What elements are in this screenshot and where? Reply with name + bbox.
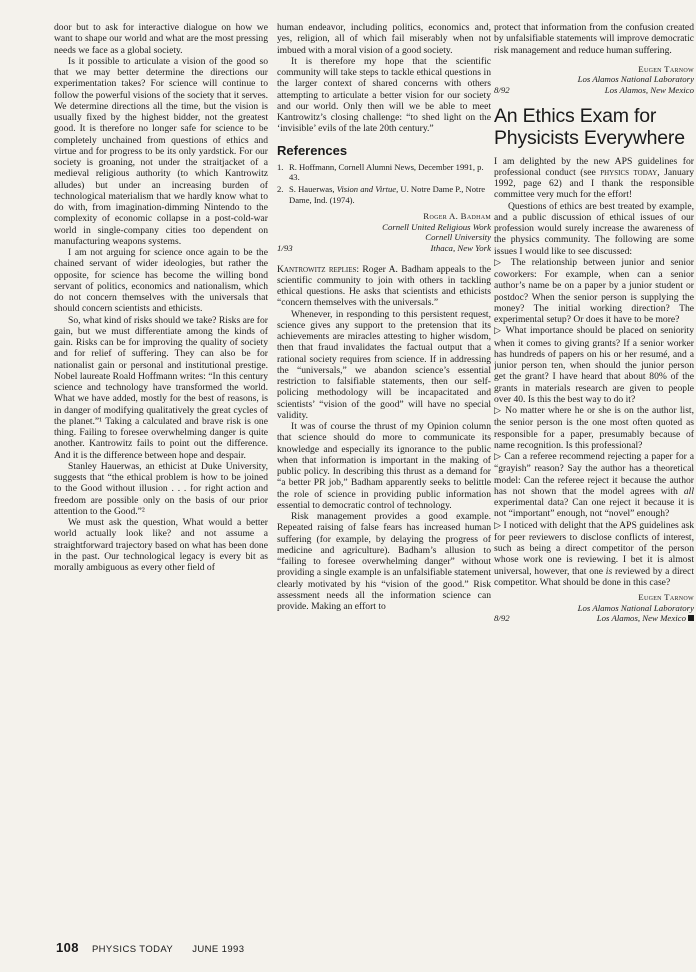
triangle-bullet-icon: ▷ <box>494 520 502 531</box>
issue-date: JUNE 1993 <box>192 944 245 955</box>
list-item: ▷ I noticed with delight that the APS guidelines ask for peer reviewers to disclose conflicts of interest, such as being a direct competitor of the person whose work one is reviewing. I bet it is almost universal, however, that one is reviewed by a direct competitor. What should be done in this case? <box>494 519 694 588</box>
paragraph: Risk management provides a good example. Repeated raising of false fears has increased human suffering (for example, by delaying the progress of medicine and agriculture). Badham’s allusion to “failing to foresee overwhelming danger” without providing a single example is an unfalsifiable statement clearly motivated by his “vision of the good.” Risk assessment needs all the information science can provide. Making an effort to <box>277 511 491 612</box>
author-location: Los Alamos, New Mexico <box>604 84 694 95</box>
author-name: Eugen Tarnow <box>638 592 694 603</box>
author-affiliation: Los Alamos National Laboratory <box>577 602 694 613</box>
column-3 <box>494 22 694 920</box>
triangle-bullet-icon: ▷ <box>494 406 502 417</box>
author-location: Ithaca, New York <box>430 242 491 253</box>
page-footer <box>56 940 244 955</box>
letter-date: 8/92 <box>494 84 510 95</box>
paragraph: Whenever, in responding to this persistent request, science gives any support to the pretension that its achievements are miracles attesting to higher wisdom, then that fraud invalidates the factual output that a rational society requires from science. If in addressing the “universals,” we abandon science’s essential restriction to falsifiable statements, then our self-policing methodology will be incapacitated and scientists’ “vision of the good” will have no special validity. <box>277 308 491 421</box>
paragraph: I am not arguing for science once again to be the chained servant of wider ideologies, but rather the opposite, for science has become the willing bond servant of politics, economics and nationalism, which do not concern themselves with the universals that should concern scientists and ethicists. <box>54 247 268 315</box>
author-location: Los Alamos, New Mexico <box>597 613 694 624</box>
triangle-bullet-icon: ▷ <box>494 257 505 268</box>
paragraph: Kantrowitz replies: Roger A. Badham appeals to the scientific community to join with others in tackling ethical questions. He asks that scientists and ethicists “concern themselves with the universals.” <box>277 263 491 309</box>
paragraph: door but to ask for interactive dialogue on how we want to shape our world and what are the most pressing needs we face as a global society. <box>54 22 268 56</box>
magazine-name: PHYSICS TODAY <box>91 944 174 955</box>
column-2 <box>277 22 491 920</box>
signature-date-row <box>494 613 694 624</box>
list-item: ▷ No matter where he or she is on the author list, the senior person is the one most often quoted as responsible for a paper, presumably because of name recognition. Is this professional? <box>494 405 694 451</box>
list-item: ▷ The relationship between junior and senior coworkers: For example, when can a senior author’s name be on a paper by a junior student or postdoc? When the senior person is supplying the money? The initial working direction? The experimental setup? Or does it have to be more? <box>494 256 694 326</box>
paragraph: Is it possible to articulate a vision of the good so that we may better determine the directions our experimentation takes? For science will continue to follow the powerful visions of the society that it serves. We determine directions all the time, but the vision is usually fixed by the highest bidder, not the greatest good. It is therefore no longer safe for science to be completely unchained from questions of ethics and virtue and for progress to be its only yardstick. For our society is groaning, not under the straitjacket of a medieval religious authority (to which Kantrowitz alludes) but under an increasing burden of technological materialism that we hardly know what to do with, from imagination-dimming Nintendo to the complexity of economic collapse in a post-cold-war world in single-company cities too dependent on manufacturing weapons systems. <box>54 55 268 247</box>
page-number: 108 <box>56 940 79 955</box>
author-name: Eugen Tarnow <box>638 63 694 74</box>
paragraph: Questions of ethics are best treated by example, and a public discussion of ethical issues of our profession would surely increase the awareness of the physics community. The following are some issues I would like to see discussed: <box>494 200 694 257</box>
paragraph: I am delighted by the new APS guidelines for professional conduct (see physics today, January 1992, page 62) and I thank the responsible committee very much for the effort! <box>494 155 694 201</box>
letter-date: 1/93 <box>277 242 293 253</box>
reference-number: 1. <box>277 161 284 172</box>
list-item: ▷ Can a referee recommend rejecting a paper for a “grayish” reason? Say the author has a theoretical model: Can the referee reject it because the author has not shown that the model agrees with all experimental data? Can one reject it because it is not “important” enough, not “novel” enough? <box>494 451 694 520</box>
triangle-bullet-icon: ▷ <box>494 326 503 337</box>
signature-date-row <box>494 85 694 96</box>
paragraph: It is therefore my hope that the scientific community will take steps to tackle ethical questions in the larger context of shared concerns with others attempting to articulate a better vision for our society and our world. Only then will we be able to meet Kantrowitz’s closing challenge: “to shed light on the ‘invisible’ evils of the late 20th century.” <box>277 55 491 135</box>
author-affiliation: Cornell United Religious Work <box>382 221 491 232</box>
list-item: ▷ What importance should be placed on seniority when it comes to giving grants? If a senior worker has hundreds of papers on his or her resumé, and a junior person ten, when should the junior person get the grant? I have heard that about 80% of the grants in materials research are given to people over 40. Is this the best way to do it? <box>494 325 694 405</box>
author-affiliation: Los Alamos National Laboratory <box>577 74 694 85</box>
references-heading: References <box>277 142 348 158</box>
triangle-bullet-icon: ▷ <box>494 452 502 463</box>
paragraph: Stanley Hauerwas, an ethicist at Duke University, suggests that “the ethical problem is how to be joined to the Good without illusion . . . for right action and freedom are possible only on the basis of our prior attention to the Good.”² <box>54 460 268 517</box>
paragraph: protect that information from the confusion created by unfalsifiable statements will improve democratic risk management and reduce human suffering. <box>494 22 694 56</box>
reference-number: 2. <box>277 184 284 195</box>
signature-block <box>277 211 491 243</box>
letter-headline: An Ethics Exam for Physicists Everywhere <box>494 104 685 149</box>
letter-date: 8/92 <box>494 613 510 624</box>
reference-item <box>277 184 491 205</box>
reference-item <box>277 162 491 183</box>
paragraph: human endeavor, including politics, economics and, yes, religion, all of which fail miserably when not imbued with a moral vision of a good society. <box>277 22 491 56</box>
reply-lead: Kantrowitz replies: <box>277 263 360 275</box>
paragraph: We must ask the question, What would a better world actually look like? and not assume a straightforward trajectory based on what has been done in the past. Our technological legacy is every bit as morally ambiguous as every other field of <box>54 517 268 573</box>
reference-text: R. Hoffmann, Cornell Alumni News, December 1991, p. 43. <box>289 161 484 182</box>
reference-text: S. Hauerwas, Vision and Virtue, U. Notre Dame P., Notre Dame, Ind. (1974). <box>289 184 486 205</box>
paragraph: It was of course the thrust of my Opinion column that science should do more to communicate its knowledge and especially its ignorance to the public when that information is important in the making of public policy. In describing this thrust as a demand for “a better PR job,” Badham apparently seeks to belittle the role of science in providing public information essential to democratic control of technology. <box>277 421 491 511</box>
signature-block <box>494 592 694 613</box>
author-name: Roger A. Badham <box>423 211 491 222</box>
signature-block <box>494 64 694 85</box>
end-of-article-icon <box>688 615 694 621</box>
column-1 <box>54 22 268 920</box>
signature-date-row <box>277 243 491 254</box>
paragraph: So, what kind of risks should we take? Risks are for gain, but we must differentiate among the kinds of gain. Risks can be for improving the quality of society and for relief of suffering. They can also be for nationalist gain or personal and institutional prestige. Nobel laureate Roald Hoffmann writes: “In this century science and technology have transformed the world. What we have added, mostly for the best of reasons, is in danger of modifying qualitatively the great cycles of the planet.”¹ Taking a calculated and brave risk is one thing. Failing to foresee overwhelming danger is quite another. Kantrowitz fails to point out the difference. And it is the difference between hope and despair. <box>54 314 268 461</box>
author-affiliation: Cornell University <box>425 232 491 243</box>
